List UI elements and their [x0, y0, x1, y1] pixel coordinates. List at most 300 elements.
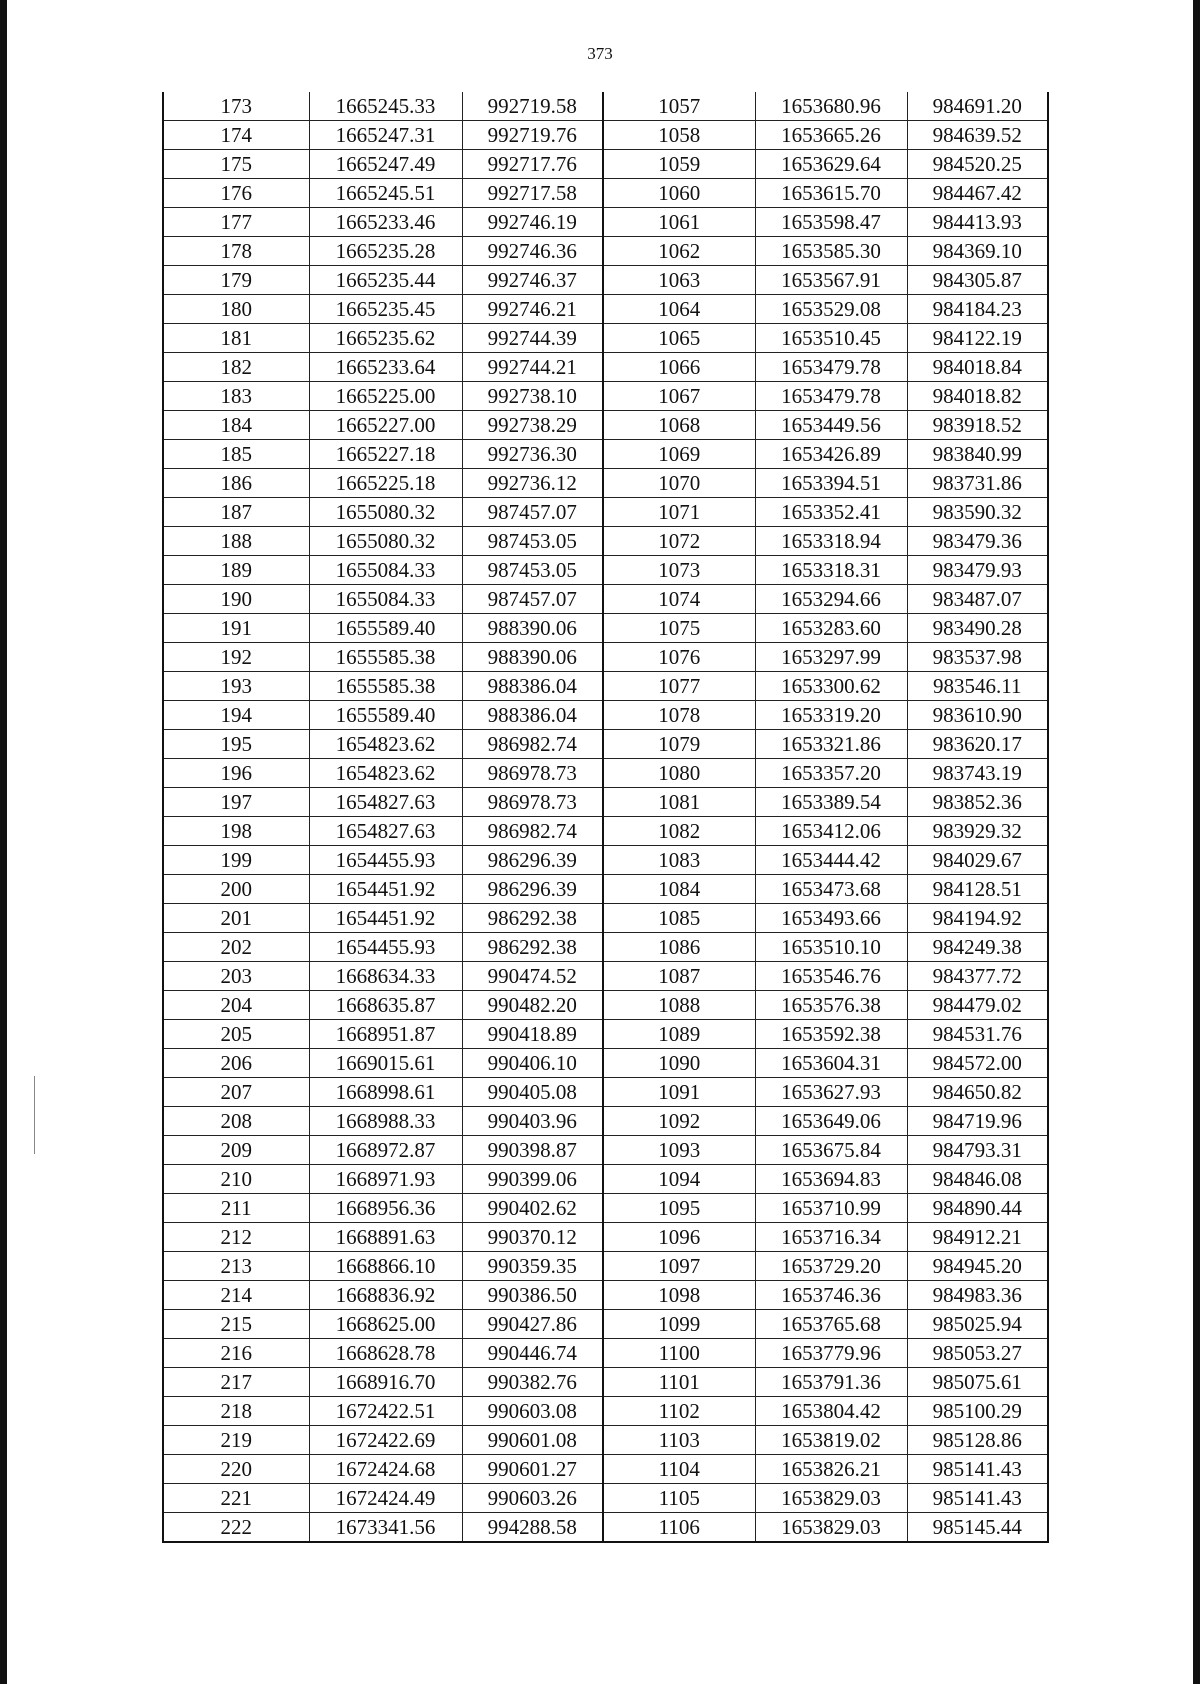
point-id-left-cell: 186 [163, 469, 309, 498]
y-coord-left-cell: 990418.89 [462, 1020, 603, 1049]
x-coord-right-cell: 1653819.02 [755, 1426, 907, 1455]
point-id-right-cell: 1063 [603, 266, 755, 295]
y-coord-left-cell: 992746.19 [462, 208, 603, 237]
point-id-left-cell: 198 [163, 817, 309, 846]
x-coord-left-cell: 1672422.69 [309, 1426, 462, 1455]
x-coord-right-cell: 1653710.99 [755, 1194, 907, 1223]
y-coord-right-cell: 983479.93 [907, 556, 1048, 585]
y-coord-left-cell: 990406.10 [462, 1049, 603, 1078]
y-coord-right-cell: 985053.27 [907, 1339, 1048, 1368]
y-coord-left-cell: 986978.73 [462, 788, 603, 817]
y-coord-right-cell: 984377.72 [907, 962, 1048, 991]
point-id-right-cell: 1106 [603, 1513, 755, 1543]
x-coord-right-cell: 1653592.38 [755, 1020, 907, 1049]
x-coord-right-cell: 1653493.66 [755, 904, 907, 933]
y-coord-right-cell: 983929.32 [907, 817, 1048, 846]
point-id-left-cell: 218 [163, 1397, 309, 1426]
x-coord-right-cell: 1653389.54 [755, 788, 907, 817]
table-row [163, 324, 1048, 353]
point-id-left-cell: 187 [163, 498, 309, 527]
x-coord-left-cell: 1654455.93 [309, 846, 462, 875]
point-id-right-cell: 1064 [603, 295, 755, 324]
point-id-right-cell: 1095 [603, 1194, 755, 1223]
x-coord-left-cell: 1655084.33 [309, 556, 462, 585]
y-coord-left-cell: 986982.74 [462, 817, 603, 846]
table-row [163, 498, 1048, 527]
table-row [163, 817, 1048, 846]
point-id-left-cell: 206 [163, 1049, 309, 1078]
y-coord-right-cell: 983479.36 [907, 527, 1048, 556]
y-coord-right-cell: 984520.25 [907, 150, 1048, 179]
y-coord-right-cell: 984531.76 [907, 1020, 1048, 1049]
table-row [163, 1310, 1048, 1339]
x-coord-left-cell: 1668971.93 [309, 1165, 462, 1194]
x-coord-right-cell: 1653567.91 [755, 266, 907, 295]
y-coord-left-cell: 986292.38 [462, 933, 603, 962]
y-coord-left-cell: 990446.74 [462, 1339, 603, 1368]
point-id-right-cell: 1081 [603, 788, 755, 817]
x-coord-left-cell: 1668625.00 [309, 1310, 462, 1339]
point-id-left-cell: 202 [163, 933, 309, 962]
table-row [163, 585, 1048, 614]
x-coord-left-cell: 1668998.61 [309, 1078, 462, 1107]
y-coord-right-cell: 983852.36 [907, 788, 1048, 817]
table-row [163, 440, 1048, 469]
point-id-right-cell: 1103 [603, 1426, 755, 1455]
x-coord-right-cell: 1653357.20 [755, 759, 907, 788]
point-id-left-cell: 177 [163, 208, 309, 237]
point-id-left-cell: 196 [163, 759, 309, 788]
y-coord-left-cell: 990398.87 [462, 1136, 603, 1165]
y-coord-left-cell: 988390.06 [462, 614, 603, 643]
y-coord-left-cell: 986296.39 [462, 875, 603, 904]
x-coord-right-cell: 1653283.60 [755, 614, 907, 643]
table-row [163, 701, 1048, 730]
x-coord-left-cell: 1665235.62 [309, 324, 462, 353]
point-id-left-cell: 180 [163, 295, 309, 324]
x-coord-right-cell: 1653510.10 [755, 933, 907, 962]
y-coord-left-cell: 986978.73 [462, 759, 603, 788]
x-coord-left-cell: 1655080.32 [309, 527, 462, 556]
x-coord-right-cell: 1653829.03 [755, 1513, 907, 1543]
x-coord-left-cell: 1665227.18 [309, 440, 462, 469]
y-coord-left-cell: 987457.07 [462, 498, 603, 527]
point-id-right-cell: 1059 [603, 150, 755, 179]
y-coord-right-cell: 984846.08 [907, 1165, 1048, 1194]
point-id-right-cell: 1058 [603, 121, 755, 150]
y-coord-right-cell: 984650.82 [907, 1078, 1048, 1107]
point-id-right-cell: 1074 [603, 585, 755, 614]
point-id-right-cell: 1076 [603, 643, 755, 672]
y-coord-right-cell: 985100.29 [907, 1397, 1048, 1426]
x-coord-right-cell: 1653444.42 [755, 846, 907, 875]
point-id-right-cell: 1068 [603, 411, 755, 440]
point-id-left-cell: 211 [163, 1194, 309, 1223]
x-coord-right-cell: 1653627.93 [755, 1078, 907, 1107]
point-id-left-cell: 183 [163, 382, 309, 411]
point-id-right-cell: 1104 [603, 1455, 755, 1484]
x-coord-left-cell: 1668972.87 [309, 1136, 462, 1165]
y-coord-right-cell: 984719.96 [907, 1107, 1048, 1136]
point-id-left-cell: 191 [163, 614, 309, 643]
x-coord-left-cell: 1654451.92 [309, 904, 462, 933]
x-coord-right-cell: 1653412.06 [755, 817, 907, 846]
y-coord-right-cell: 985128.86 [907, 1426, 1048, 1455]
x-coord-left-cell: 1655589.40 [309, 614, 462, 643]
y-coord-left-cell: 990405.08 [462, 1078, 603, 1107]
x-coord-left-cell: 1654451.92 [309, 875, 462, 904]
x-coord-left-cell: 1665235.45 [309, 295, 462, 324]
x-coord-right-cell: 1653826.21 [755, 1455, 907, 1484]
table-row [163, 1397, 1048, 1426]
x-coord-left-cell: 1665233.64 [309, 353, 462, 382]
x-coord-right-cell: 1653394.51 [755, 469, 907, 498]
point-id-left-cell: 220 [163, 1455, 309, 1484]
y-coord-right-cell: 985141.43 [907, 1455, 1048, 1484]
y-coord-right-cell: 984018.82 [907, 382, 1048, 411]
y-coord-left-cell: 992746.37 [462, 266, 603, 295]
point-id-left-cell: 207 [163, 1078, 309, 1107]
point-id-left-cell: 195 [163, 730, 309, 759]
x-coord-right-cell: 1653746.36 [755, 1281, 907, 1310]
point-id-left-cell: 204 [163, 991, 309, 1020]
point-id-right-cell: 1101 [603, 1368, 755, 1397]
table-row [163, 1455, 1048, 1484]
y-coord-left-cell: 992717.76 [462, 150, 603, 179]
table-row [163, 1136, 1048, 1165]
y-coord-right-cell: 983918.52 [907, 411, 1048, 440]
x-coord-left-cell: 1668836.92 [309, 1281, 462, 1310]
x-coord-left-cell: 1665227.00 [309, 411, 462, 440]
point-id-right-cell: 1099 [603, 1310, 755, 1339]
x-coord-right-cell: 1653675.84 [755, 1136, 907, 1165]
table-row [163, 1107, 1048, 1136]
y-coord-left-cell: 987457.07 [462, 585, 603, 614]
y-coord-right-cell: 985075.61 [907, 1368, 1048, 1397]
y-coord-left-cell: 987453.05 [462, 556, 603, 585]
point-id-right-cell: 1100 [603, 1339, 755, 1368]
y-coord-left-cell: 986982.74 [462, 730, 603, 759]
point-id-left-cell: 219 [163, 1426, 309, 1455]
x-coord-right-cell: 1653791.36 [755, 1368, 907, 1397]
table-row [163, 614, 1048, 643]
y-coord-left-cell: 990603.26 [462, 1484, 603, 1513]
y-coord-left-cell: 988386.04 [462, 701, 603, 730]
point-id-right-cell: 1067 [603, 382, 755, 411]
page-number: 373 [587, 44, 613, 63]
point-id-left-cell: 192 [163, 643, 309, 672]
x-coord-left-cell: 1665233.46 [309, 208, 462, 237]
x-coord-right-cell: 1653804.42 [755, 1397, 907, 1426]
x-coord-left-cell: 1655084.33 [309, 585, 462, 614]
y-coord-left-cell: 992744.39 [462, 324, 603, 353]
table-row [163, 121, 1048, 150]
point-id-right-cell: 1087 [603, 962, 755, 991]
y-coord-left-cell: 988386.04 [462, 672, 603, 701]
y-coord-left-cell: 990399.06 [462, 1165, 603, 1194]
y-coord-left-cell: 990382.76 [462, 1368, 603, 1397]
point-id-left-cell: 205 [163, 1020, 309, 1049]
y-coord-right-cell: 983620.17 [907, 730, 1048, 759]
y-coord-right-cell: 983610.90 [907, 701, 1048, 730]
x-coord-right-cell: 1653319.20 [755, 701, 907, 730]
table-row [163, 759, 1048, 788]
y-coord-right-cell: 984467.42 [907, 179, 1048, 208]
table-row [163, 933, 1048, 962]
point-id-right-cell: 1086 [603, 933, 755, 962]
table-row [163, 730, 1048, 759]
y-coord-left-cell: 990370.12 [462, 1223, 603, 1252]
table-row [163, 1513, 1048, 1543]
table-row [163, 1049, 1048, 1078]
point-id-left-cell: 212 [163, 1223, 309, 1252]
x-coord-left-cell: 1672424.68 [309, 1455, 462, 1484]
table-row [163, 1281, 1048, 1310]
scan-edge-right [1193, 0, 1200, 1684]
point-id-right-cell: 1073 [603, 556, 755, 585]
x-coord-left-cell: 1655585.38 [309, 643, 462, 672]
x-coord-right-cell: 1653680.96 [755, 92, 907, 121]
y-coord-right-cell: 984413.93 [907, 208, 1048, 237]
x-coord-left-cell: 1665245.51 [309, 179, 462, 208]
x-coord-right-cell: 1653300.62 [755, 672, 907, 701]
table-row [163, 469, 1048, 498]
point-id-left-cell: 174 [163, 121, 309, 150]
table-row [163, 150, 1048, 179]
point-id-right-cell: 1096 [603, 1223, 755, 1252]
table-row [163, 1484, 1048, 1513]
x-coord-right-cell: 1653629.64 [755, 150, 907, 179]
x-coord-left-cell: 1668956.36 [309, 1194, 462, 1223]
y-coord-right-cell: 983546.11 [907, 672, 1048, 701]
point-id-right-cell: 1092 [603, 1107, 755, 1136]
y-coord-right-cell: 984479.02 [907, 991, 1048, 1020]
point-id-left-cell: 209 [163, 1136, 309, 1165]
x-coord-right-cell: 1653449.56 [755, 411, 907, 440]
x-coord-left-cell: 1665225.18 [309, 469, 462, 498]
point-id-left-cell: 188 [163, 527, 309, 556]
point-id-right-cell: 1061 [603, 208, 755, 237]
y-coord-left-cell: 992736.30 [462, 440, 603, 469]
point-id-right-cell: 1078 [603, 701, 755, 730]
point-id-left-cell: 197 [163, 788, 309, 817]
x-coord-left-cell: 1654455.93 [309, 933, 462, 962]
point-id-left-cell: 176 [163, 179, 309, 208]
table-row [163, 1165, 1048, 1194]
x-coord-left-cell: 1665247.49 [309, 150, 462, 179]
y-coord-right-cell: 983743.19 [907, 759, 1048, 788]
y-coord-right-cell: 984691.20 [907, 92, 1048, 121]
x-coord-left-cell: 1655585.38 [309, 672, 462, 701]
x-coord-right-cell: 1653765.68 [755, 1310, 907, 1339]
table-row [163, 92, 1048, 121]
y-coord-right-cell: 984890.44 [907, 1194, 1048, 1223]
table-row [163, 643, 1048, 672]
table-row [163, 411, 1048, 440]
coordinates-table-body [163, 92, 1048, 1542]
point-id-right-cell: 1066 [603, 353, 755, 382]
y-coord-left-cell: 990601.27 [462, 1455, 603, 1484]
table-row [163, 875, 1048, 904]
x-coord-right-cell: 1653546.76 [755, 962, 907, 991]
x-coord-right-cell: 1653479.78 [755, 382, 907, 411]
y-coord-right-cell: 984793.31 [907, 1136, 1048, 1165]
point-id-left-cell: 182 [163, 353, 309, 382]
table-row [163, 788, 1048, 817]
point-id-right-cell: 1085 [603, 904, 755, 933]
table-row [163, 179, 1048, 208]
y-coord-right-cell: 985141.43 [907, 1484, 1048, 1513]
x-coord-right-cell: 1653318.31 [755, 556, 907, 585]
x-coord-left-cell: 1668891.63 [309, 1223, 462, 1252]
table-row [163, 295, 1048, 324]
y-coord-right-cell: 984572.00 [907, 1049, 1048, 1078]
point-id-right-cell: 1093 [603, 1136, 755, 1165]
point-id-right-cell: 1072 [603, 527, 755, 556]
y-coord-left-cell: 988390.06 [462, 643, 603, 672]
x-coord-left-cell: 1668916.70 [309, 1368, 462, 1397]
point-id-left-cell: 181 [163, 324, 309, 353]
y-coord-right-cell: 983731.86 [907, 469, 1048, 498]
table-row [163, 237, 1048, 266]
x-coord-left-cell: 1654827.63 [309, 817, 462, 846]
table-row [163, 1194, 1048, 1223]
table-row [163, 1252, 1048, 1281]
point-id-right-cell: 1070 [603, 469, 755, 498]
y-coord-left-cell: 990603.08 [462, 1397, 603, 1426]
x-coord-left-cell: 1668951.87 [309, 1020, 462, 1049]
y-coord-left-cell: 992738.29 [462, 411, 603, 440]
x-coord-right-cell: 1653529.08 [755, 295, 907, 324]
x-coord-right-cell: 1653615.70 [755, 179, 907, 208]
point-id-left-cell: 216 [163, 1339, 309, 1368]
y-coord-left-cell: 990474.52 [462, 962, 603, 991]
x-coord-left-cell: 1665247.31 [309, 121, 462, 150]
point-id-left-cell: 215 [163, 1310, 309, 1339]
x-coord-left-cell: 1665235.44 [309, 266, 462, 295]
point-id-left-cell: 210 [163, 1165, 309, 1194]
point-id-left-cell: 189 [163, 556, 309, 585]
y-coord-left-cell: 992719.76 [462, 121, 603, 150]
table-row [163, 1339, 1048, 1368]
x-coord-left-cell: 1672424.49 [309, 1484, 462, 1513]
y-coord-left-cell: 992746.36 [462, 237, 603, 266]
table-row [163, 991, 1048, 1020]
point-id-left-cell: 200 [163, 875, 309, 904]
y-coord-right-cell: 984128.51 [907, 875, 1048, 904]
point-id-left-cell: 201 [163, 904, 309, 933]
x-coord-right-cell: 1653716.34 [755, 1223, 907, 1252]
y-coord-right-cell: 984029.67 [907, 846, 1048, 875]
table-row [163, 904, 1048, 933]
y-coord-right-cell: 984184.23 [907, 295, 1048, 324]
point-id-left-cell: 173 [163, 92, 309, 121]
y-coord-left-cell: 990402.62 [462, 1194, 603, 1223]
x-coord-left-cell: 1665235.28 [309, 237, 462, 266]
y-coord-right-cell: 983537.98 [907, 643, 1048, 672]
x-coord-left-cell: 1654823.62 [309, 759, 462, 788]
x-coord-left-cell: 1665245.33 [309, 92, 462, 121]
x-coord-right-cell: 1653294.66 [755, 585, 907, 614]
table-row [163, 266, 1048, 295]
point-id-right-cell: 1077 [603, 672, 755, 701]
scan-mark [34, 1076, 35, 1154]
y-coord-left-cell: 986296.39 [462, 846, 603, 875]
x-coord-right-cell: 1653829.03 [755, 1484, 907, 1513]
x-coord-left-cell: 1668988.33 [309, 1107, 462, 1136]
x-coord-right-cell: 1653473.68 [755, 875, 907, 904]
x-coord-left-cell: 1654823.62 [309, 730, 462, 759]
point-id-left-cell: 217 [163, 1368, 309, 1397]
y-coord-left-cell: 992746.21 [462, 295, 603, 324]
table-row [163, 208, 1048, 237]
x-coord-right-cell: 1653510.45 [755, 324, 907, 353]
y-coord-right-cell: 985025.94 [907, 1310, 1048, 1339]
point-id-left-cell: 221 [163, 1484, 309, 1513]
point-id-right-cell: 1060 [603, 179, 755, 208]
table-row [163, 1368, 1048, 1397]
x-coord-left-cell: 1654827.63 [309, 788, 462, 817]
point-id-left-cell: 222 [163, 1513, 309, 1543]
x-coord-right-cell: 1653779.96 [755, 1339, 907, 1368]
coordinates-table [162, 92, 1049, 1543]
y-coord-left-cell: 992717.58 [462, 179, 603, 208]
y-coord-right-cell: 984983.36 [907, 1281, 1048, 1310]
point-id-right-cell: 1082 [603, 817, 755, 846]
point-id-right-cell: 1089 [603, 1020, 755, 1049]
y-coord-right-cell: 983590.32 [907, 498, 1048, 527]
y-coord-left-cell: 990386.50 [462, 1281, 603, 1310]
point-id-right-cell: 1084 [603, 875, 755, 904]
x-coord-right-cell: 1653694.83 [755, 1165, 907, 1194]
x-coord-left-cell: 1668628.78 [309, 1339, 462, 1368]
y-coord-right-cell: 984249.38 [907, 933, 1048, 962]
point-id-left-cell: 179 [163, 266, 309, 295]
x-coord-right-cell: 1653576.38 [755, 991, 907, 1020]
table-row [163, 1426, 1048, 1455]
x-coord-right-cell: 1653426.89 [755, 440, 907, 469]
point-id-left-cell: 203 [163, 962, 309, 991]
point-id-right-cell: 1079 [603, 730, 755, 759]
y-coord-right-cell: 983487.07 [907, 585, 1048, 614]
y-coord-left-cell: 987453.05 [462, 527, 603, 556]
x-coord-left-cell: 1668635.87 [309, 991, 462, 1020]
point-id-right-cell: 1083 [603, 846, 755, 875]
point-id-right-cell: 1088 [603, 991, 755, 1020]
point-id-left-cell: 184 [163, 411, 309, 440]
y-coord-right-cell: 984194.92 [907, 904, 1048, 933]
table-row [163, 672, 1048, 701]
y-coord-right-cell: 983840.99 [907, 440, 1048, 469]
table-row [163, 962, 1048, 991]
x-coord-left-cell: 1668634.33 [309, 962, 462, 991]
y-coord-right-cell: 984305.87 [907, 266, 1048, 295]
point-id-right-cell: 1094 [603, 1165, 755, 1194]
x-coord-left-cell: 1655080.32 [309, 498, 462, 527]
point-id-left-cell: 214 [163, 1281, 309, 1310]
point-id-right-cell: 1062 [603, 237, 755, 266]
y-coord-left-cell: 992736.12 [462, 469, 603, 498]
y-coord-right-cell: 983490.28 [907, 614, 1048, 643]
table-row [163, 1020, 1048, 1049]
x-coord-right-cell: 1653585.30 [755, 237, 907, 266]
y-coord-left-cell: 986292.38 [462, 904, 603, 933]
x-coord-right-cell: 1653321.86 [755, 730, 907, 759]
table-row [163, 382, 1048, 411]
point-id-left-cell: 175 [163, 150, 309, 179]
y-coord-left-cell: 992738.10 [462, 382, 603, 411]
point-id-right-cell: 1105 [603, 1484, 755, 1513]
